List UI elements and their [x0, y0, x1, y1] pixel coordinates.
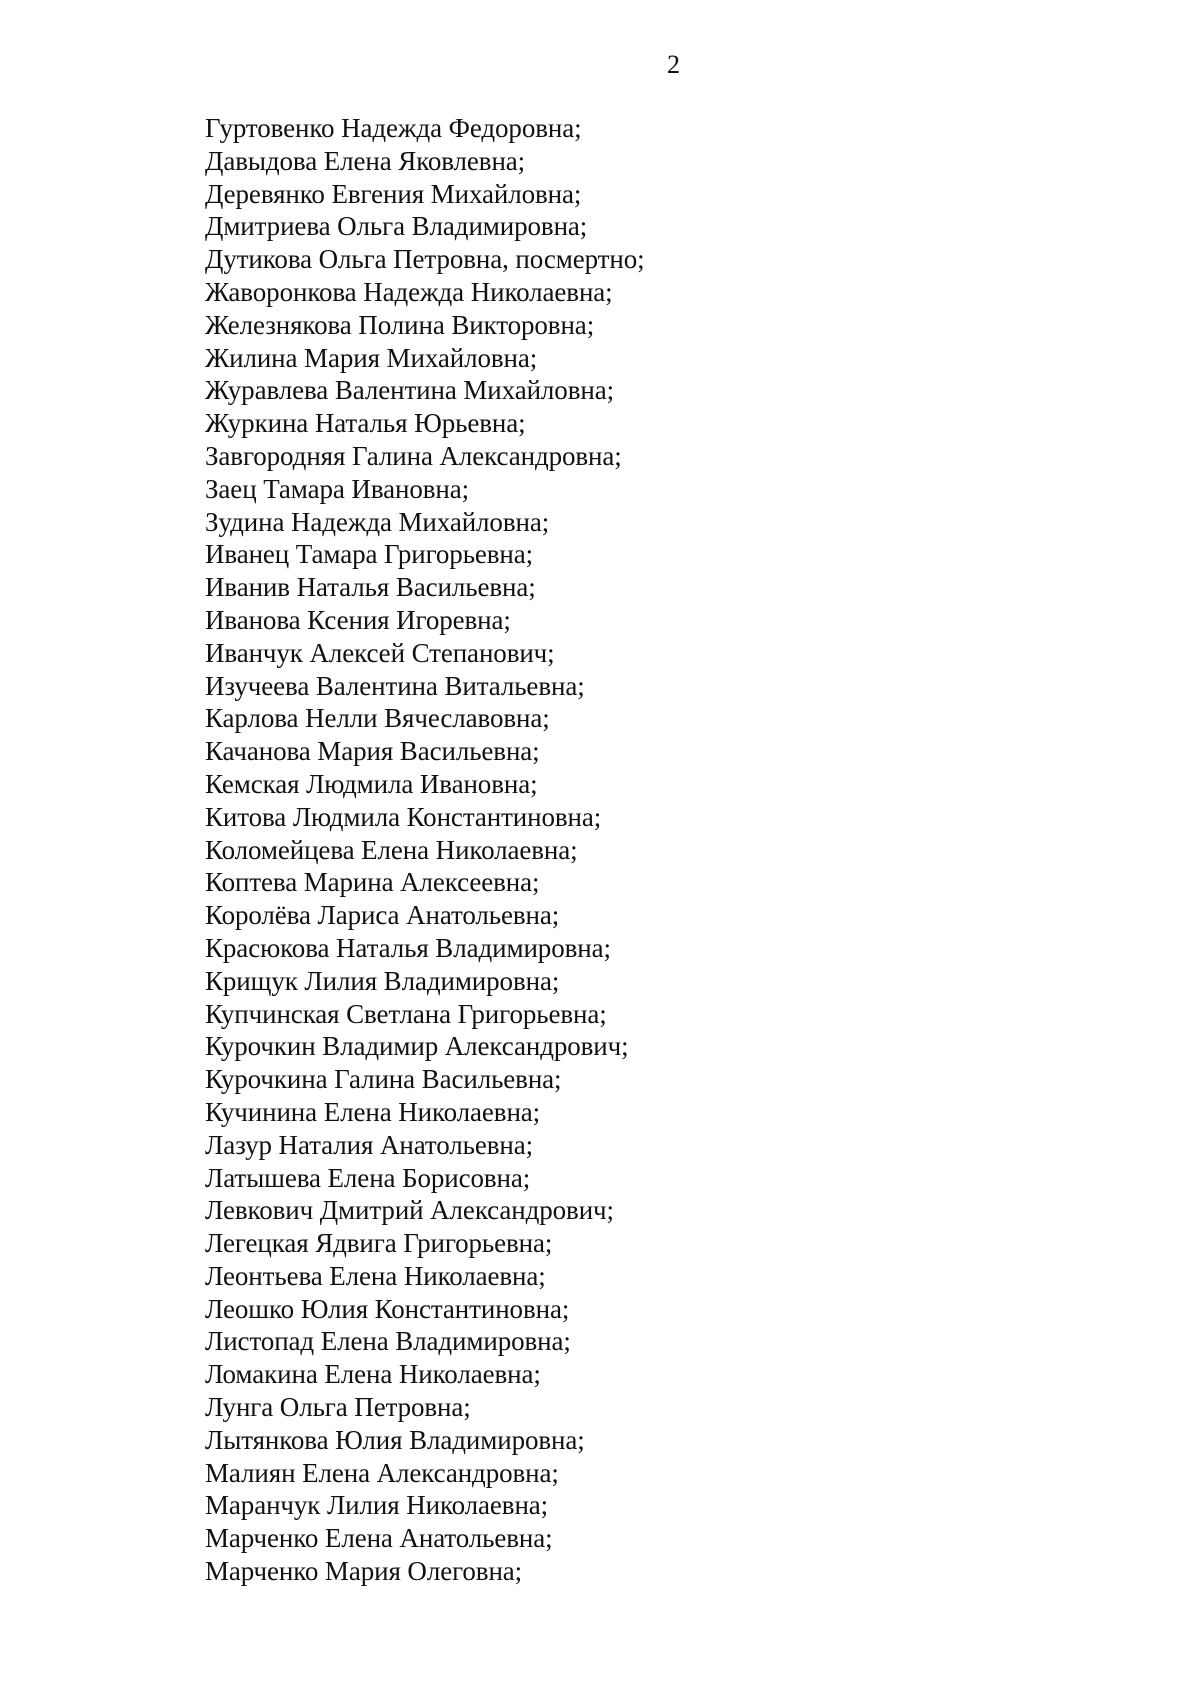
list-item: Иванив Наталья Васильевна;: [205, 572, 536, 603]
list-item: Марченко Елена Анатольевна;: [205, 1523, 553, 1554]
list-item: Иванец Тамара Григорьевна;: [205, 539, 534, 570]
list-item: Давыдова Елена Яковлевна;: [205, 145, 526, 176]
list-item: Железнякова Полина Викторовна;: [205, 309, 595, 340]
list-item: Марченко Мария Олеговна;: [205, 1556, 523, 1587]
list-item: Кучинина Елена Николаевна;: [205, 1096, 541, 1127]
list-item: Курочкина Галина Васильевна;: [205, 1064, 562, 1095]
list-item: Латышева Елена Борисовна;: [205, 1162, 531, 1193]
list-item: Иванова Ксения Игоревна;: [205, 604, 511, 635]
list-item: Жаворонкова Надежда Николаевна;: [205, 276, 613, 307]
list-item: Журавлева Валентина Михайловна;: [205, 375, 614, 406]
list-item: Ломакина Елена Николаевна;: [205, 1359, 541, 1390]
list-item: Зудина Надежда Михайловна;: [205, 506, 550, 537]
list-item: Коломейцева Елена Николаевна;: [205, 834, 578, 865]
list-item: Иванчук Алексей Степанович;: [205, 637, 555, 668]
list-item: Завгородняя Галина Александровна;: [205, 440, 622, 471]
name-list: [205, 112, 645, 1588]
list-item: Китова Людмила Константиновна;: [205, 801, 602, 832]
list-item: Лытянкова Юлия Владимировна;: [205, 1424, 585, 1455]
list-item: Лунга Ольга Петровна;: [205, 1392, 471, 1423]
list-item: Левкович Дмитрий Александрович;: [205, 1195, 614, 1226]
list-item: Гуртовенко Надежда Федоровна;: [205, 113, 582, 143]
list-item: Легецкая Ядвига Григорьевна;: [205, 1228, 553, 1259]
list-item: Заец Тамара Ивановна;: [205, 473, 470, 504]
page-number: 2: [667, 50, 680, 79]
list-item: Деревянко Евгения Михайловна;: [205, 178, 582, 209]
list-item: Изучеева Валентина Витальевна;: [205, 670, 585, 701]
list-item: Коптева Марина Алексеевна;: [205, 867, 540, 898]
list-item: Лазур Наталия Анатольевна;: [205, 1129, 534, 1160]
list-item: Листопад Елена Владимировна;: [205, 1326, 571, 1357]
list-item: Курочкин Владимир Александрович;: [205, 1031, 629, 1062]
list-item: Карлова Нелли Вячеславовна;: [205, 703, 550, 734]
list-item: Жилина Мария Михайловна;: [205, 342, 538, 373]
list-item: Крищук Лилия Владимировна;: [205, 965, 560, 996]
list-item: Качанова Мария Васильевна;: [205, 736, 540, 767]
list-item: Красюкова Наталья Владимировна;: [205, 932, 611, 963]
list-item: Дутикова Ольга Петровна, посмертно;: [205, 244, 645, 275]
list-item: Королёва Лариса Анатольевна;: [205, 900, 560, 931]
list-item: Малиян Елена Александровна;: [205, 1457, 559, 1488]
list-item: Журкина Наталья Юрьевна;: [205, 408, 526, 439]
list-item: Кемская Людмила Ивановна;: [205, 768, 538, 799]
list-item: Купчинская Светлана Григорьевна;: [205, 998, 607, 1029]
list-item: Маранчук Лилия Николаевна;: [205, 1490, 549, 1521]
list-item: Леонтьева Елена Николаевна;: [205, 1260, 546, 1291]
list-item: Леошко Юлия Константиновна;: [205, 1293, 570, 1324]
list-item: Дмитриева Ольга Владимировна;: [205, 211, 588, 242]
